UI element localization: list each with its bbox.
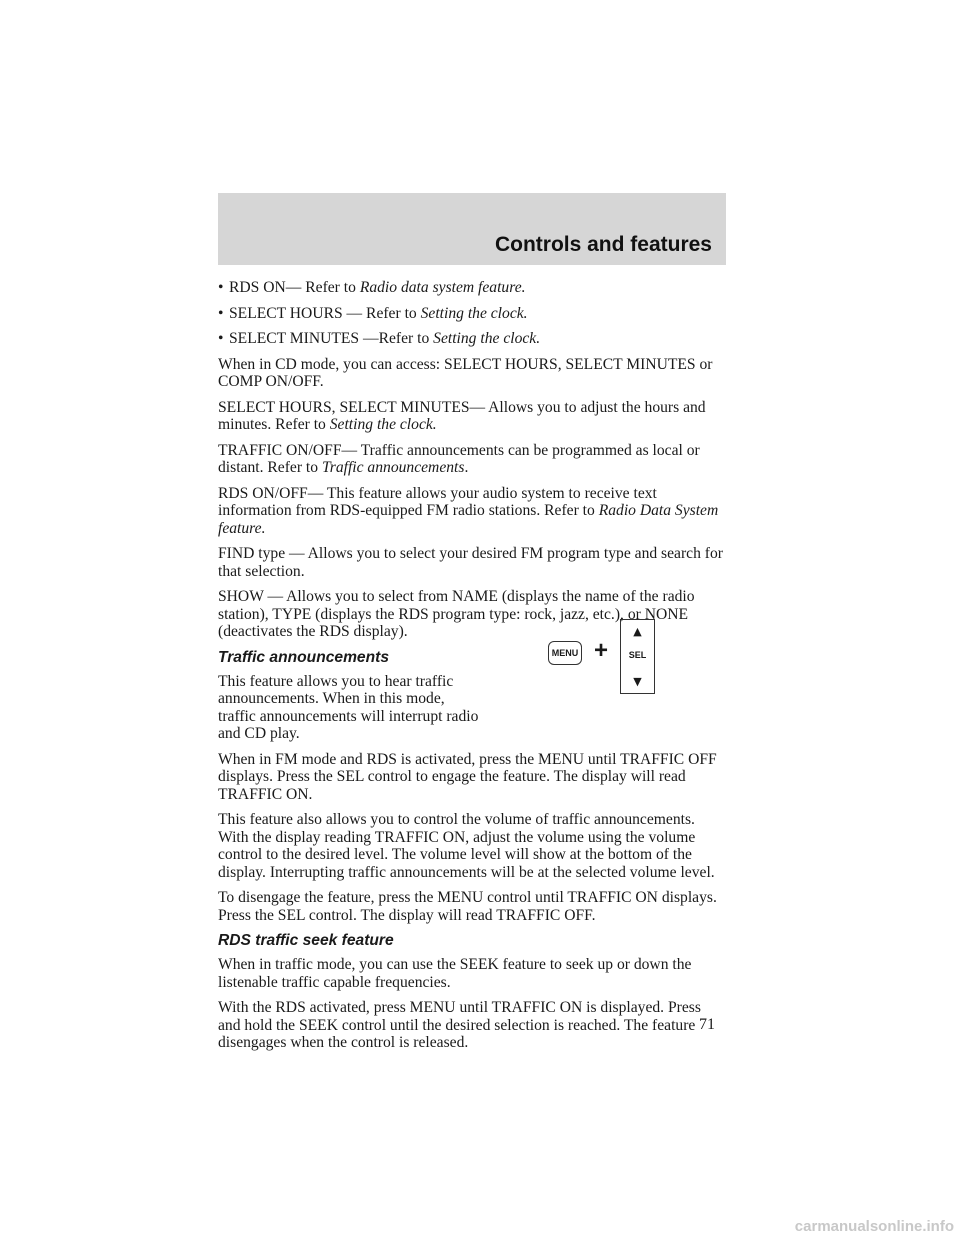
traffic-engage-paragraph: When in FM mode and RDS is activated, press the MENU until TRAFFIC OFF displays. Press the SEL control to engage the feature. The display will read TRAFFIC ON. [218, 750, 717, 803]
seek-usage-paragraph: With the RDS activated, press MENU until TRAFFIC ON is displayed. Press and hold the SEEK control until the desired selection is reached. The feature disengages when the control is released. [218, 999, 701, 1051]
find-type-paragraph: FIND type — Allows you to select your desired FM program type and search for that selection. [218, 545, 723, 580]
menu-button-illustration: MENU [548, 641, 582, 665]
list-item: • SELECT HOURS — Refer to Setting the clock. [218, 304, 528, 322]
seek-heading: RDS traffic seek feature [218, 932, 394, 949]
list-item: • RDS ON— Refer to Radio data system feature. [218, 279, 526, 296]
list-item: • SELECT MINUTES —Refer to Setting the clock. [218, 330, 541, 347]
show-paragraph: SHOW — Allows you to select from NAME (displays the name of the radio station), TYPE (displays the RDS program type: rock, jazz, etc.), or NONE (deactivates the RDS display). [218, 588, 695, 640]
sel-label: SEL [628, 650, 647, 660]
cross-reference: Radio data system feature. [359, 279, 526, 296]
sel-control-illustration [620, 619, 655, 694]
seek-intro-paragraph: When in traffic mode, you can use the SEEK feature to seek up or down the listenable traffic capable frequencies. [218, 956, 692, 991]
cross-reference: Setting the clock. [420, 304, 528, 322]
cross-reference: Setting the clock. [433, 330, 541, 347]
cross-reference: Traffic announcements [321, 459, 465, 476]
section-title: Controls and features [494, 233, 712, 256]
traffic-disengage-paragraph: To disengage the feature, press the MENU control until TRAFFIC ON displays. Press the SEL control. The display will read TRAFFIC OFF. [218, 889, 717, 924]
traffic-heading: Traffic announcements [218, 648, 389, 666]
rds-onoff-paragraph: RDS ON/OFF— This feature allows your audio system to receive text information from RDS-equipped FM radio stations. Refer to Radio Data System feature. [218, 484, 719, 537]
plus-icon: + [594, 637, 609, 664]
select-hours-paragraph: SELECT HOURS, SELECT MINUTES— Allows you to adjust the hours and minutes. Refer to Setting the clock. [218, 398, 706, 433]
traffic-intro-paragraph: This feature allows you to hear traffic announcements. When in this mode, traffic announcements will interrupt radio and CD play. [218, 672, 479, 742]
section-header-band [218, 193, 726, 265]
watermark-url: carmanualsonline.info [794, 1218, 954, 1235]
cross-reference: Radio Data System feature. [218, 502, 719, 537]
menu-sel-illustration [548, 619, 656, 694]
cross-reference: Setting the clock. [329, 416, 437, 433]
traffic-onoff-paragraph: TRAFFIC ON/OFF— Traffic announcements can be programmed as local or distant. Refer to Traffic announcements. [218, 441, 700, 476]
traffic-volume-paragraph: This feature also allows you to control the volume of traffic announcements. With the display reading TRAFFIC ON, adjust the volume using the volume control to the desired level. The volume level will show at the bottom of the display. Interrupting traffic announcements will be at the selected volume level. [218, 811, 715, 881]
cd-mode-paragraph: When in CD mode, you can access: SELECT HOURS, SELECT MINUTES or COMP ON/OFF. [218, 355, 713, 390]
page-number: 71 [699, 1016, 715, 1033]
arrow-up-icon: ▲ [633, 625, 642, 638]
arrow-down-icon: ▼ [633, 675, 642, 688]
